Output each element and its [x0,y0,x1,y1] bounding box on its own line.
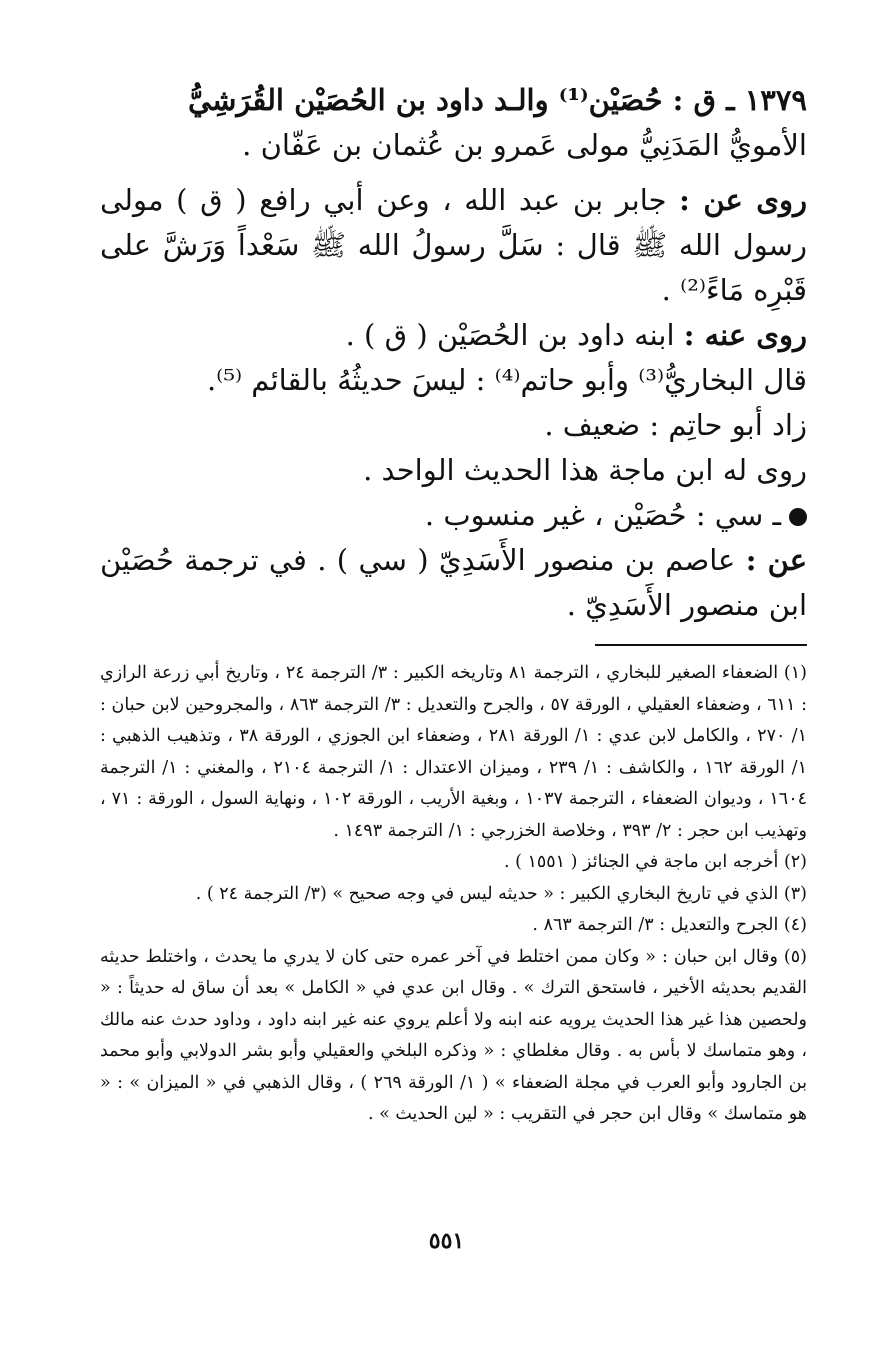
bullet-icon [789,508,807,526]
footnote-divider [595,644,807,646]
entry-heading [100,78,807,123]
entry-title: ١٣٧٩ ـ ق : حُصَيْن⁽¹⁾ والـد داود بن الحُصَيْن القُرَشِيُّ [187,83,807,117]
bukhari-statement: قال البخاريُّ⁽³⁾ وأبو حاتم⁽⁴⁾ : ليسَ حديثُهُ بالقائم ⁽⁵⁾. [206,363,807,397]
an-text: عاصم بن منصور الأَسَدِيّ ( سي ) . في ترجمة حُصَيْن ابن منصور الأَسَدِيّ . [100,543,807,622]
page-number: ٥٥١ [428,1228,465,1254]
si-entry [100,493,807,538]
ibn-majah-statement: روى له ابن ماجة هذا الحديث الواحد . [363,453,807,487]
an-paragraph [100,538,807,628]
footnote-4: (٤) الجرح والتعديل : ٣/ الترجمة ٨٦٣ . [532,915,807,935]
an-label: عن : [745,543,807,577]
si-entry-text: ـ سي : حُصَيْن ، غير منسوب . [424,498,781,532]
abu-hatim-addition: زاد أبو حاتِم : ضعيف . [544,408,807,442]
footnote-1: (١) الضعفاء الصغير للبخاري ، الترجمة ٨١ وتاريخه الكبير : ٣/ الترجمة ٢٤ ، وتاريخ أبي زرعة الرازي : ٦١١ ، وضعفاء العقيلي ، الورقة ٥٧ ، والجرح والتعديل : ٣/ الترجمة ٨٦٣ ، والمجروحين لابن حبان : ١/ ٢٧٠ ، والكامل لابن عدي : ١/ الورقة ٢٨١ ، وضعفاء ابن الجوزي ، الورقة ٣٨ ، وتذهيب الذهبي : ١/ الورقة ١٦٢ ، والكاشف : ١/ ٢٣٩ ، وميزان الاعتدال : ١/ الترجمة ٢١٠٤ ، والمغني : ١/ الترجمة ١٦٠٤ ، وديوان الضعفاء ، الترجمة ١٠٣٧ ، وبغية الأريب ، الورقة ١٠٢ ، ونهاية السول ، الورقة : ٧١ ، وتهذيب ابن حجر : ٢/ ٣٩٣ ، وخلاصة الخزرجي : ١/ الترجمة ١٤٩٣ . [100,663,807,841]
footnote-3: (٣) الذي في تاريخ البخاري الكبير : « حديثه ليس في وجه صحيح » (٣/ الترجمة ٢٤ ) . [195,883,807,904]
narrated-by-paragraph [100,313,807,358]
narrated-from-paragraph [100,178,807,313]
narrated-from-text: جابر بن عبد الله ، وعن أبي رافع ( ق ) مولى رسول الله ﷺ قال : سَلَّ رسولُ الله ﷺ سَعْداً وَرَشَّ على قَبْرِه مَاءً⁽²⁾ . [100,183,807,307]
narrated-from-label: روى عن : [679,183,808,217]
entry-heading-continued: الأمويُّ المَدَنِيُّ مولى عَمرو بن عُثمان بن عَفّان . [242,128,807,162]
footnote-2: (٢) أخرجه ابن ماجة في الجنائز ( ١٥٥١ ) . [503,852,807,872]
footnote-5: (٥) وقال ابن حبان : « وكان ممن اختلط في آخر عمره حتى كان لا يدري ما يحدث ، واختلط حديثه القديم بحديثه الأخير ، فاستحق الترك » . وقال ابن عدي في « الكامل » بعد أن ساق له حديثاً : « ولحصين هذا غير هذا الحديث يرويه عنه ابنه ولا أعلم يروي عنه غير ابنه داود ، وداود حدث عنه مالك ، وهو متماسك لا بأس به . وقال مغلطاي : « وذكره البلخي والعقيلي وأبو بشر الدولابي وأبو محمد بن الجارود وأبو العرب في مجلة الضعفاء » ( ١/ الورقة ٢٦٩ ) ، وقال الذهبي في « الميزان » : « هو متماسك » وقال ابن حجر في التقريب : « لين الحديث » . [100,946,807,1124]
footnotes [100,658,807,1131]
main-text [100,78,807,628]
narrated-by-label: روى عنه : [683,318,807,352]
narrated-by-text: ابنه داود بن الحُصَيْن ( ق ) . [345,318,675,352]
